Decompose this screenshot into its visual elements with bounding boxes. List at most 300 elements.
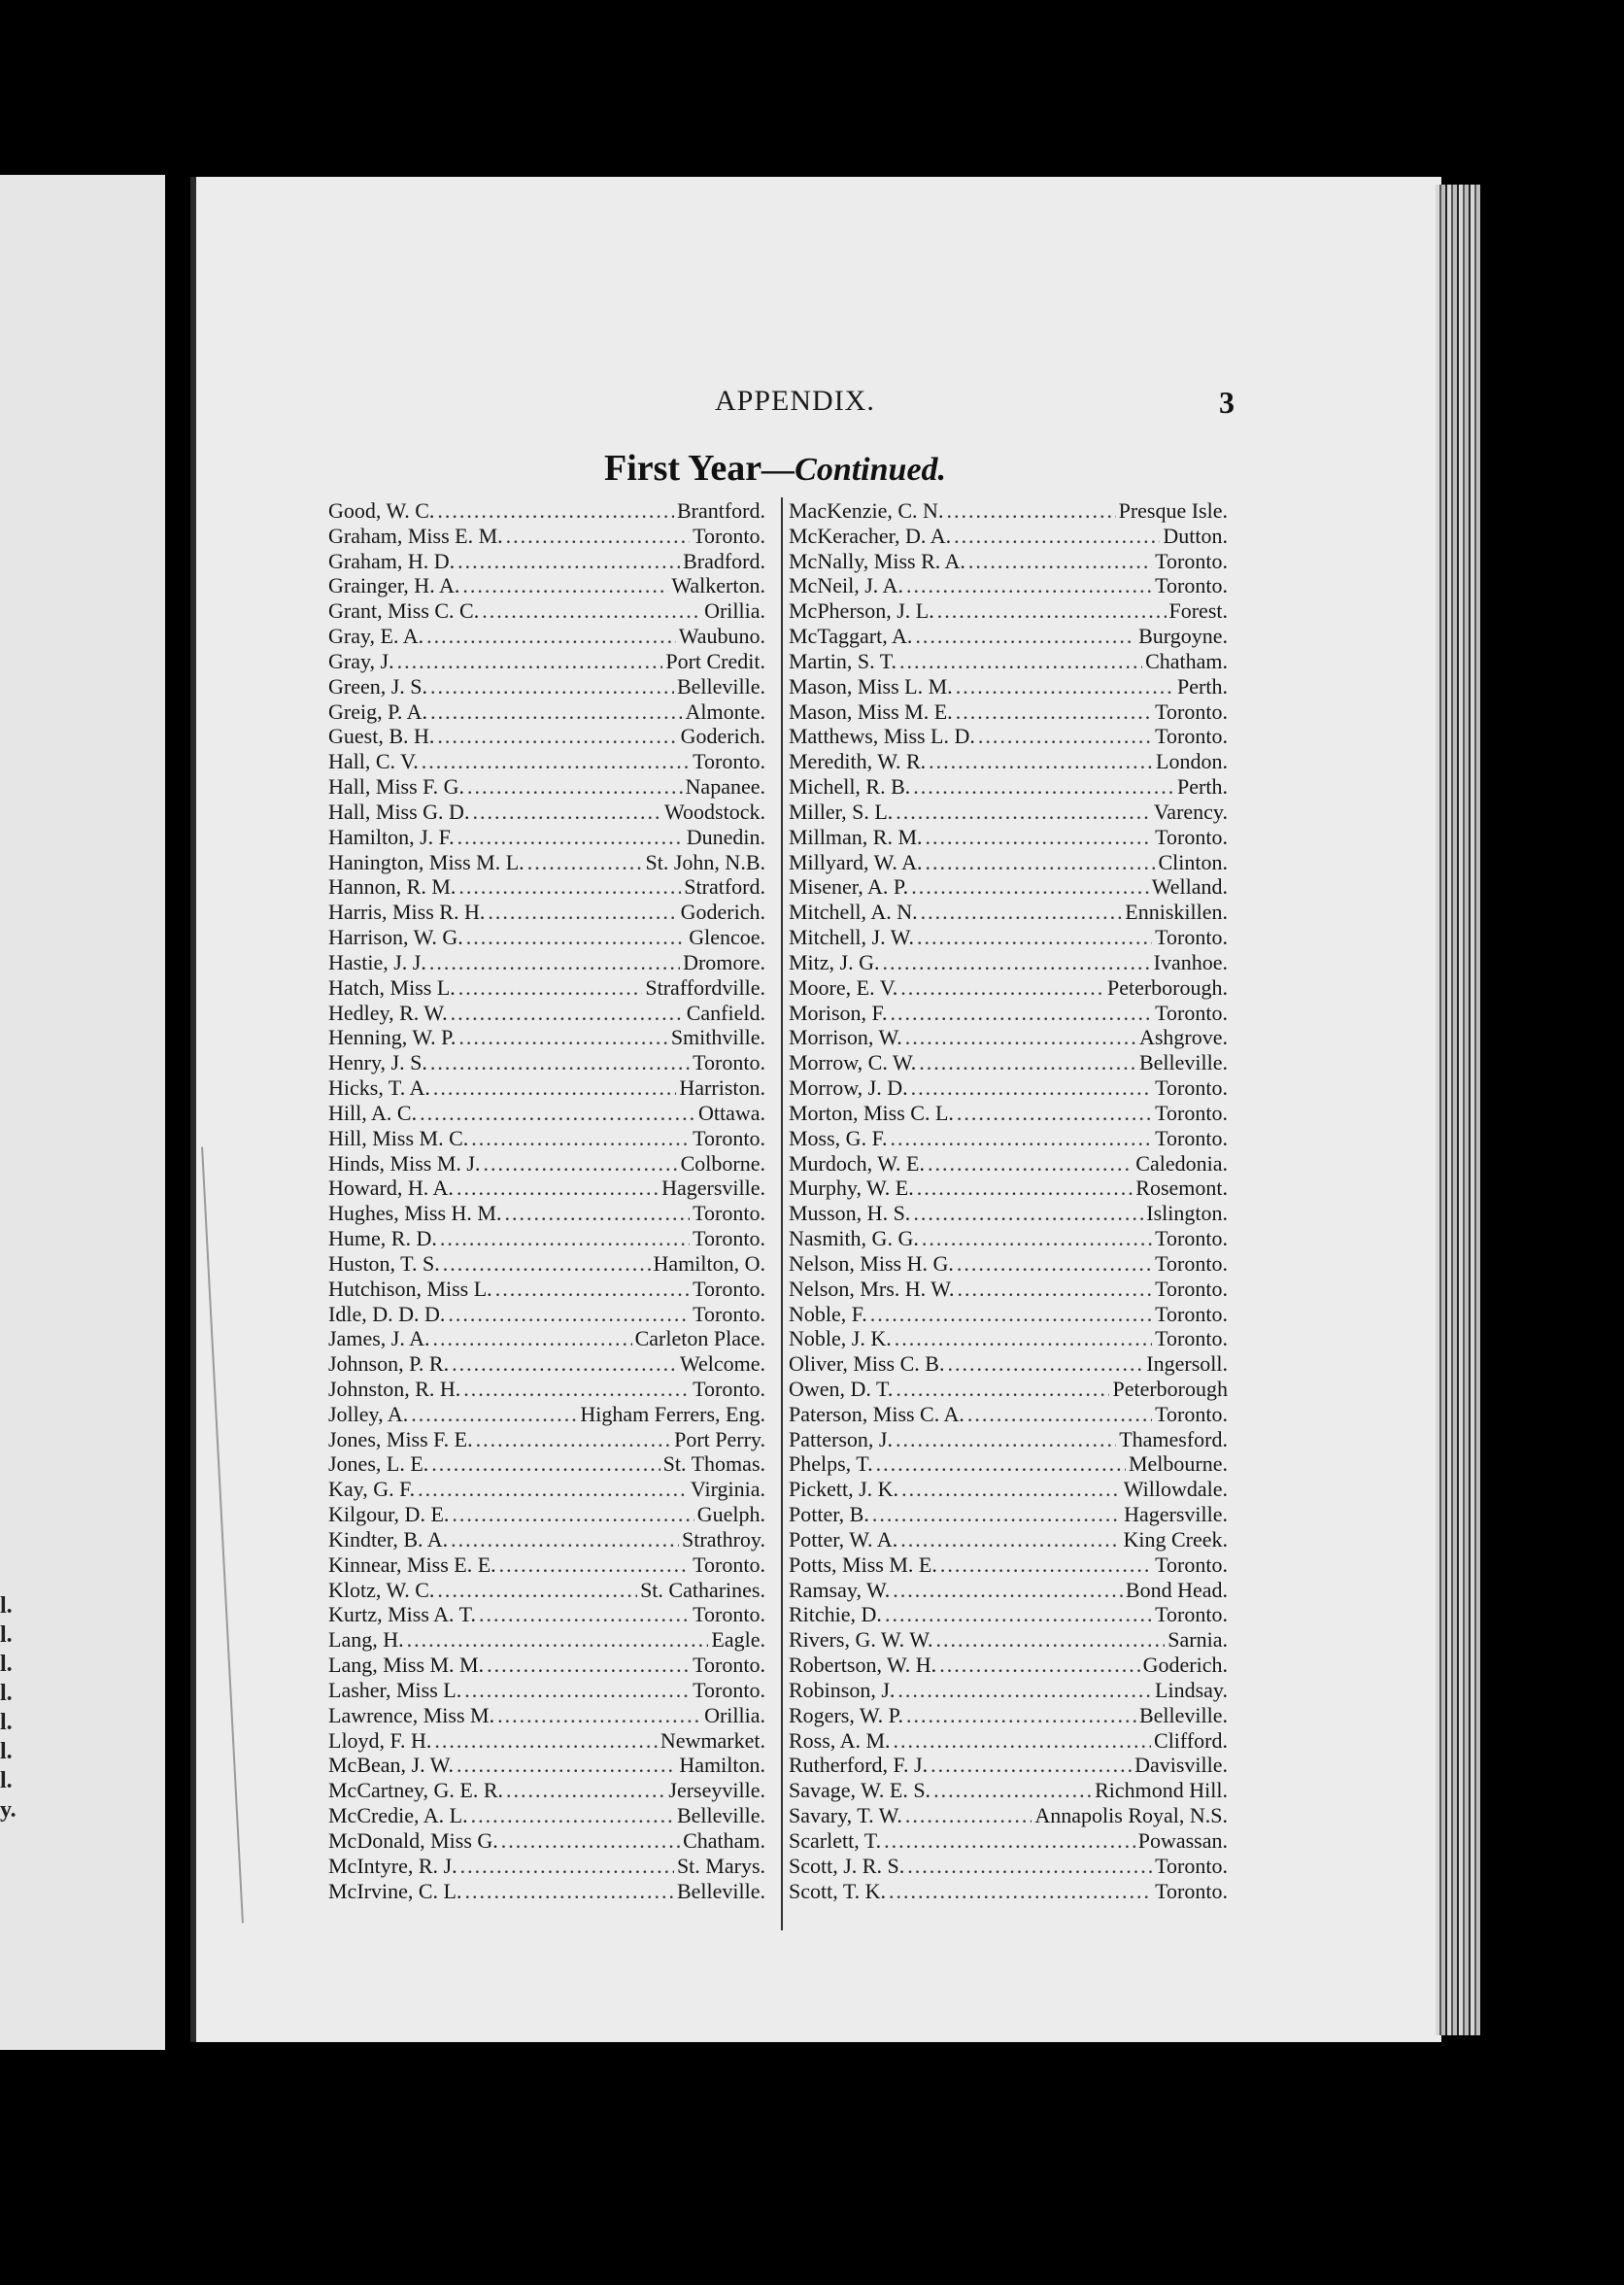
list-entry [789, 1854, 1228, 1879]
entry-name: Scott, T. K. [789, 1878, 887, 1903]
entry-name: Hill, A. C. [328, 1100, 418, 1125]
dot-leader [929, 749, 1153, 774]
entry-name: Murphy, W. E. [789, 1176, 914, 1201]
dot-leader [443, 1251, 651, 1277]
dot-leader [452, 1351, 677, 1377]
list-entry [328, 1201, 765, 1226]
entry-place: Eagle. [711, 1627, 765, 1653]
dot-leader [922, 1226, 1152, 1251]
entry-name: Hedley, R. W. [328, 1000, 448, 1025]
dot-leader [946, 498, 1115, 524]
dot-leader [928, 1151, 1133, 1177]
dot-leader [936, 1627, 1166, 1653]
entry-place: Melbourne. [1128, 1451, 1228, 1477]
entry-name: Lang, H. [328, 1627, 404, 1653]
dot-leader [418, 1477, 688, 1502]
entry-name: Rogers, W. P. [789, 1702, 903, 1727]
entry-place: Burgoyne. [1138, 624, 1228, 649]
dot-leader [433, 1075, 676, 1101]
list-entry [789, 1602, 1228, 1627]
list-entry [328, 1451, 765, 1477]
dot-leader [407, 1627, 709, 1653]
entry-name: Grainger, H. A. [328, 573, 460, 598]
list-entry [328, 1502, 765, 1527]
facing-page-edge [0, 175, 165, 2050]
list-entry [789, 1451, 1228, 1477]
dot-leader [957, 1101, 1152, 1126]
entry-name: McKeracher, D. A. [789, 523, 952, 548]
entry-name: Ramsay, W. [789, 1577, 891, 1602]
dot-leader [913, 1201, 1143, 1226]
entry-name: Jolley, A. [328, 1401, 409, 1426]
entry-name: McBean, J. W. [328, 1753, 454, 1778]
entry-name: Nasmith, G. G. [789, 1226, 919, 1251]
list-entry [328, 1753, 765, 1778]
entry-name: Rivers, G. W. W. [789, 1627, 933, 1653]
dot-leader [956, 674, 1174, 699]
entry-name: Martin, S. T. [789, 648, 897, 673]
dot-leader [466, 925, 686, 950]
entry-name: Nelson, Mrs. H. W. [789, 1276, 955, 1301]
entry-name: Johnston, R. H. [328, 1376, 461, 1401]
dot-leader [499, 1552, 691, 1578]
entry-place: King Creek. [1123, 1526, 1228, 1552]
entry-name: Pickett, J. K. [789, 1477, 899, 1502]
list-entry [328, 1477, 765, 1502]
entry-place: St. John, N.B. [645, 849, 765, 874]
list-entry [789, 524, 1228, 549]
entry-name: Savage, W. E. S. [789, 1778, 931, 1803]
entry-place: Woodstock. [664, 799, 765, 824]
entry-place: Napanee. [685, 774, 765, 800]
dot-leader [458, 975, 643, 1001]
entry-name: Hutchison, Miss L. [328, 1276, 492, 1301]
list-entry [328, 925, 765, 950]
dot-leader [896, 1377, 1109, 1402]
dot-leader [471, 1126, 690, 1151]
list-entry [789, 1879, 1228, 1904]
dot-leader [440, 1226, 690, 1251]
entry-name: Harrison, W. G. [328, 925, 463, 950]
entry-name: Misener, A. P. [789, 874, 909, 900]
dot-leader [896, 800, 1151, 825]
entry-place: Perth. [1177, 673, 1228, 699]
list-entry [789, 1778, 1228, 1803]
entry-place: Forest. [1168, 598, 1228, 624]
entry-place: Belleville. [676, 1878, 765, 1903]
entry-name: Musson, H. S. [789, 1201, 911, 1226]
list-entry [328, 850, 765, 875]
list-entry [328, 1402, 765, 1427]
entry-place: Toronto. [693, 1050, 765, 1075]
entry-place: Ivanhoe. [1153, 949, 1228, 974]
list-entry [789, 573, 1228, 598]
list-entry [789, 1502, 1228, 1527]
entry-place: Toronto. [693, 1602, 765, 1627]
list-entry [789, 800, 1228, 825]
entry-place: Chatham. [1145, 648, 1228, 673]
entry-name: Noble, F. [789, 1301, 867, 1326]
dot-leader [939, 1653, 1139, 1678]
dot-leader [472, 800, 661, 825]
entry-place: Hagersville. [661, 1176, 765, 1201]
dot-leader [870, 1302, 1152, 1327]
column-divider [781, 497, 783, 1930]
entry-name: Hannon, R. M. [328, 874, 457, 900]
facing-page-fragment: l. [0, 1768, 13, 1793]
entry-name: Hall, Miss G. D. [328, 799, 470, 824]
dot-leader [899, 649, 1142, 674]
entry-name: Graham, Miss E. M. [328, 523, 503, 548]
list-entry [328, 1151, 765, 1177]
entry-place: Hamilton. [679, 1753, 765, 1778]
entry-place: London. [1156, 749, 1228, 774]
list-entry [789, 1025, 1228, 1050]
entry-name: Moore, E. V. [789, 974, 898, 1000]
list-entry [789, 850, 1228, 875]
list-entry [328, 1176, 765, 1201]
list-entry [328, 1703, 765, 1728]
entry-place: Canfield. [686, 1000, 765, 1025]
entry-name: Jones, L. E. [328, 1451, 429, 1477]
entry-name: Hicks, T. A. [328, 1075, 430, 1101]
entry-name: Idle, D. D. D. [328, 1301, 446, 1326]
facing-page-fragment: l. [0, 1739, 13, 1764]
list-entry [789, 1552, 1228, 1578]
entry-place: Toronto. [1155, 1250, 1228, 1276]
list-entry [789, 1477, 1228, 1502]
entry-name: Nelson, Miss H. G. [789, 1250, 954, 1276]
dot-leader [426, 624, 676, 649]
dot-leader [905, 1025, 1136, 1050]
entry-place: Port Credit. [665, 648, 765, 673]
entry-place: Toronto. [1155, 925, 1228, 950]
dot-leader [495, 1277, 690, 1302]
entry-place: Davisville. [1134, 1753, 1228, 1778]
entry-name: Mason, Miss L. M. [789, 673, 953, 699]
list-entry [328, 498, 765, 524]
dot-leader [457, 1753, 676, 1778]
list-entry [328, 624, 765, 649]
entry-place: Welland. [1151, 874, 1228, 900]
dot-leader [900, 1527, 1120, 1552]
list-entry [789, 774, 1228, 800]
entry-name: Gray, E. A. [328, 624, 424, 649]
entry-place: Toronto. [1155, 1326, 1228, 1351]
list-entry [789, 1101, 1228, 1126]
list-entry [789, 1728, 1228, 1754]
dot-leader [957, 1251, 1152, 1277]
entry-place: Toronto. [693, 523, 765, 548]
entry-name: Jones, Miss F. E. [328, 1426, 473, 1451]
dot-leader [420, 1101, 695, 1126]
dot-leader [897, 1678, 1152, 1703]
entry-place: Toronto. [1155, 548, 1228, 573]
entry-name: Michell, R. B. [789, 774, 911, 800]
list-entry [789, 1302, 1228, 1327]
entry-name: Mitz, J. G. [789, 949, 880, 974]
list-entry [328, 825, 765, 850]
entry-place: Orillia. [704, 598, 765, 624]
entry-place: Hagersville. [1124, 1502, 1228, 1527]
entry-place: Thamesford. [1119, 1426, 1228, 1451]
list-entry [789, 1226, 1228, 1251]
list-entry [328, 800, 765, 825]
dot-leader [488, 900, 677, 925]
list-entry [328, 1527, 765, 1552]
dot-leader [937, 598, 1167, 624]
section-title [604, 447, 946, 490]
entry-place: Carleton Place. [634, 1326, 765, 1351]
dot-leader [906, 573, 1152, 598]
entry-name: Lloyd, F. H. [328, 1727, 432, 1753]
dot-leader [482, 598, 701, 624]
list-entry [328, 1627, 765, 1653]
entry-name: Harris, Miss R. H. [328, 900, 486, 925]
dot-leader [900, 975, 1104, 1001]
dot-leader [457, 825, 684, 850]
list-entry [328, 1251, 765, 1277]
list-entry [328, 1854, 765, 1879]
entry-place: Toronto. [693, 1125, 765, 1150]
list-entry [328, 1326, 765, 1351]
list-entry [328, 975, 765, 1001]
list-entry [328, 1050, 765, 1075]
entry-name: Mitchell, J. W. [789, 925, 914, 950]
entry-name: Owen, D. T. [789, 1376, 894, 1401]
list-entry [789, 1075, 1228, 1101]
list-entry [789, 674, 1228, 699]
list-entry [789, 925, 1228, 950]
dot-leader [429, 950, 680, 975]
entry-place: Guelph. [696, 1502, 765, 1527]
entry-name: Kay, G. F. [328, 1477, 416, 1502]
list-entry [328, 1075, 765, 1101]
entry-place: Toronto. [1155, 1125, 1228, 1150]
entry-place: Toronto. [1155, 1853, 1228, 1878]
list-entry [789, 825, 1228, 850]
dot-leader [463, 1377, 690, 1402]
dot-leader [894, 1728, 1151, 1754]
entry-place: Goderich. [1142, 1653, 1228, 1678]
entry-name: Huston, T. S. [328, 1250, 440, 1276]
entry-place: Toronto. [1155, 1602, 1228, 1627]
list-entry [328, 1552, 765, 1578]
entry-place: Bradford. [683, 548, 765, 573]
entry-place: Dutton. [1163, 523, 1228, 548]
entry-place: St. Marys. [676, 1853, 765, 1878]
entry-name: Greig, P. A. [328, 699, 428, 724]
entry-place: Richmond Hill. [1095, 1778, 1228, 1803]
dot-leader [895, 1326, 1152, 1351]
entry-place: Toronto. [1155, 1100, 1228, 1125]
entry-name: Patterson, J. [789, 1426, 893, 1451]
dot-leader [921, 900, 1123, 925]
entry-name: Hinds, Miss M. J. [328, 1150, 481, 1176]
entry-name: McNeil, J. A. [789, 573, 903, 598]
entry-place: Smithville. [670, 1025, 765, 1050]
dot-leader [464, 1678, 690, 1703]
list-entry [789, 1402, 1228, 1427]
entry-place: Ottawa. [697, 1100, 765, 1125]
facing-page-fragment: l. [0, 1652, 13, 1677]
list-entry [328, 1377, 765, 1402]
entry-place: Perth. [1177, 774, 1228, 800]
entry-place: Toronto. [693, 1653, 765, 1678]
dot-leader [487, 1653, 690, 1678]
dot-leader [437, 1578, 637, 1603]
list-entry [328, 1803, 765, 1828]
entry-name: Hughes, Miss H. M. [328, 1201, 502, 1226]
dot-leader [471, 1803, 674, 1828]
entry-name: Hall, C. V. [328, 749, 419, 774]
dot-leader [956, 699, 1152, 725]
list-entry [789, 1050, 1228, 1075]
entry-name: Hall, Miss F. G. [328, 774, 465, 800]
dot-leader [915, 624, 1135, 649]
list-entry [789, 1201, 1228, 1226]
entry-place: Goderich. [680, 724, 765, 749]
facing-page-fragment: l. [0, 1593, 13, 1619]
list-entry [328, 1226, 765, 1251]
entry-name: Green, J. S. [328, 673, 428, 699]
entry-name: McPherson, J. L. [789, 598, 934, 624]
entry-name: Hume, R. D. [328, 1226, 437, 1251]
entry-place: Colborne. [680, 1150, 765, 1176]
list-entry [328, 524, 765, 549]
dot-leader [891, 1001, 1153, 1026]
dot-leader [467, 774, 683, 800]
list-entry [789, 1578, 1228, 1603]
list-entry [328, 1879, 765, 1904]
entry-name: Scarlett, T. [789, 1827, 882, 1853]
list-entry [789, 1753, 1228, 1778]
entry-place: Dromore. [683, 949, 765, 974]
dot-leader [476, 1427, 671, 1452]
dot-leader [913, 774, 1174, 800]
list-entry [789, 1627, 1228, 1653]
list-entry [328, 749, 765, 774]
entry-name: Scott, J. R. S. [789, 1853, 905, 1878]
list-entry [789, 1678, 1228, 1703]
entry-name: Morison, F. [789, 1000, 888, 1025]
list-entry [789, 1703, 1228, 1728]
entry-place: Brantford. [676, 498, 765, 523]
entry-place: Belleville. [676, 1803, 765, 1828]
list-entry [789, 1803, 1228, 1828]
entry-place: Toronto. [1155, 824, 1228, 849]
list-entry [328, 1778, 765, 1803]
list-entry [789, 549, 1228, 574]
dot-leader [872, 1502, 1121, 1527]
entry-name: Henning, W. P. [328, 1025, 457, 1050]
dot-leader [883, 950, 1151, 975]
entry-name: Hatch, Miss L. [328, 974, 456, 1000]
list-entry [328, 1828, 765, 1854]
section-title-main: First Year [604, 448, 762, 489]
list-entry [328, 774, 765, 800]
entry-name: Potts, Miss M. E. [789, 1552, 937, 1577]
dot-leader [504, 1201, 690, 1226]
entry-name: Millman, R. M. [789, 824, 923, 849]
entry-name: Potter, W. A. [789, 1526, 898, 1552]
entry-place: Clinton. [1158, 849, 1228, 874]
entry-place: Annapolis Royal, N.S. [1034, 1803, 1228, 1828]
entry-place: Toronto. [1155, 573, 1228, 598]
list-entry [328, 649, 765, 674]
list-entry [328, 950, 765, 975]
entry-place: Lindsay. [1155, 1677, 1228, 1702]
list-entry [789, 724, 1228, 749]
entry-place: Toronto. [693, 1226, 765, 1251]
entry-place: Toronto. [693, 1677, 765, 1702]
entry-place: Orillia. [704, 1702, 765, 1727]
entry-name: Millyard, W. A. [789, 849, 923, 874]
entry-name: Hamilton, J. F. [328, 824, 455, 849]
list-entry [328, 900, 765, 925]
entry-place: Powassan. [1137, 1827, 1228, 1853]
list-entry [789, 1527, 1228, 1552]
entry-name: Miller, S. L. [789, 799, 894, 824]
dot-leader [906, 1703, 1136, 1728]
dot-leader [891, 1126, 1153, 1151]
dot-leader [501, 1828, 680, 1854]
entry-name: Robertson, W. H. [789, 1653, 937, 1678]
dot-leader [901, 1477, 1121, 1502]
dot-leader [458, 1025, 667, 1050]
dot-leader [884, 1828, 1135, 1854]
entry-place: St. Catharines. [640, 1577, 765, 1602]
entry-name: Savary, T. W. [789, 1803, 902, 1828]
dot-leader [905, 1803, 1032, 1828]
entry-place: Clifford. [1154, 1727, 1228, 1753]
entry-place: Almonte. [685, 699, 765, 724]
section-title-continued: —Continued. [761, 452, 947, 488]
entry-place: Waubuno. [678, 624, 765, 649]
dot-leader [483, 1151, 677, 1177]
dot-leader [940, 1552, 1152, 1578]
entry-name: Kilgour, D. E. [328, 1502, 450, 1527]
dot-leader [889, 1879, 1152, 1904]
entry-place: Dunedin. [686, 824, 765, 849]
entry-name: Morrow, J. D. [789, 1075, 908, 1101]
list-entry [789, 699, 1228, 725]
entry-place: Welcome. [679, 1351, 765, 1377]
dot-leader [947, 1351, 1143, 1377]
entry-place: Toronto. [693, 1201, 765, 1226]
dot-leader [876, 1451, 1126, 1477]
entry-place: Port Perry. [674, 1426, 765, 1451]
dot-leader [457, 1176, 659, 1201]
entry-place: Toronto. [1155, 1401, 1228, 1426]
dot-leader [917, 1176, 1133, 1201]
list-entry [328, 1126, 765, 1151]
list-entry [789, 1126, 1228, 1151]
entry-place: Ingersoll. [1146, 1351, 1228, 1377]
entry-place: Newmarket. [660, 1727, 765, 1753]
list-entry [328, 874, 765, 900]
list-entry [328, 1653, 765, 1678]
dot-leader [457, 549, 680, 574]
entry-name: Morton, Miss C. L. [789, 1100, 954, 1125]
dot-leader [911, 874, 1149, 900]
entry-place: Peterborough. [1106, 974, 1228, 1000]
entry-place: Toronto. [1155, 1878, 1228, 1903]
entry-place: Caledonia. [1135, 1150, 1228, 1176]
entry-name: Ross, A. M. [789, 1727, 891, 1753]
dot-leader [411, 1402, 577, 1427]
entry-place: Virginia. [690, 1477, 765, 1502]
